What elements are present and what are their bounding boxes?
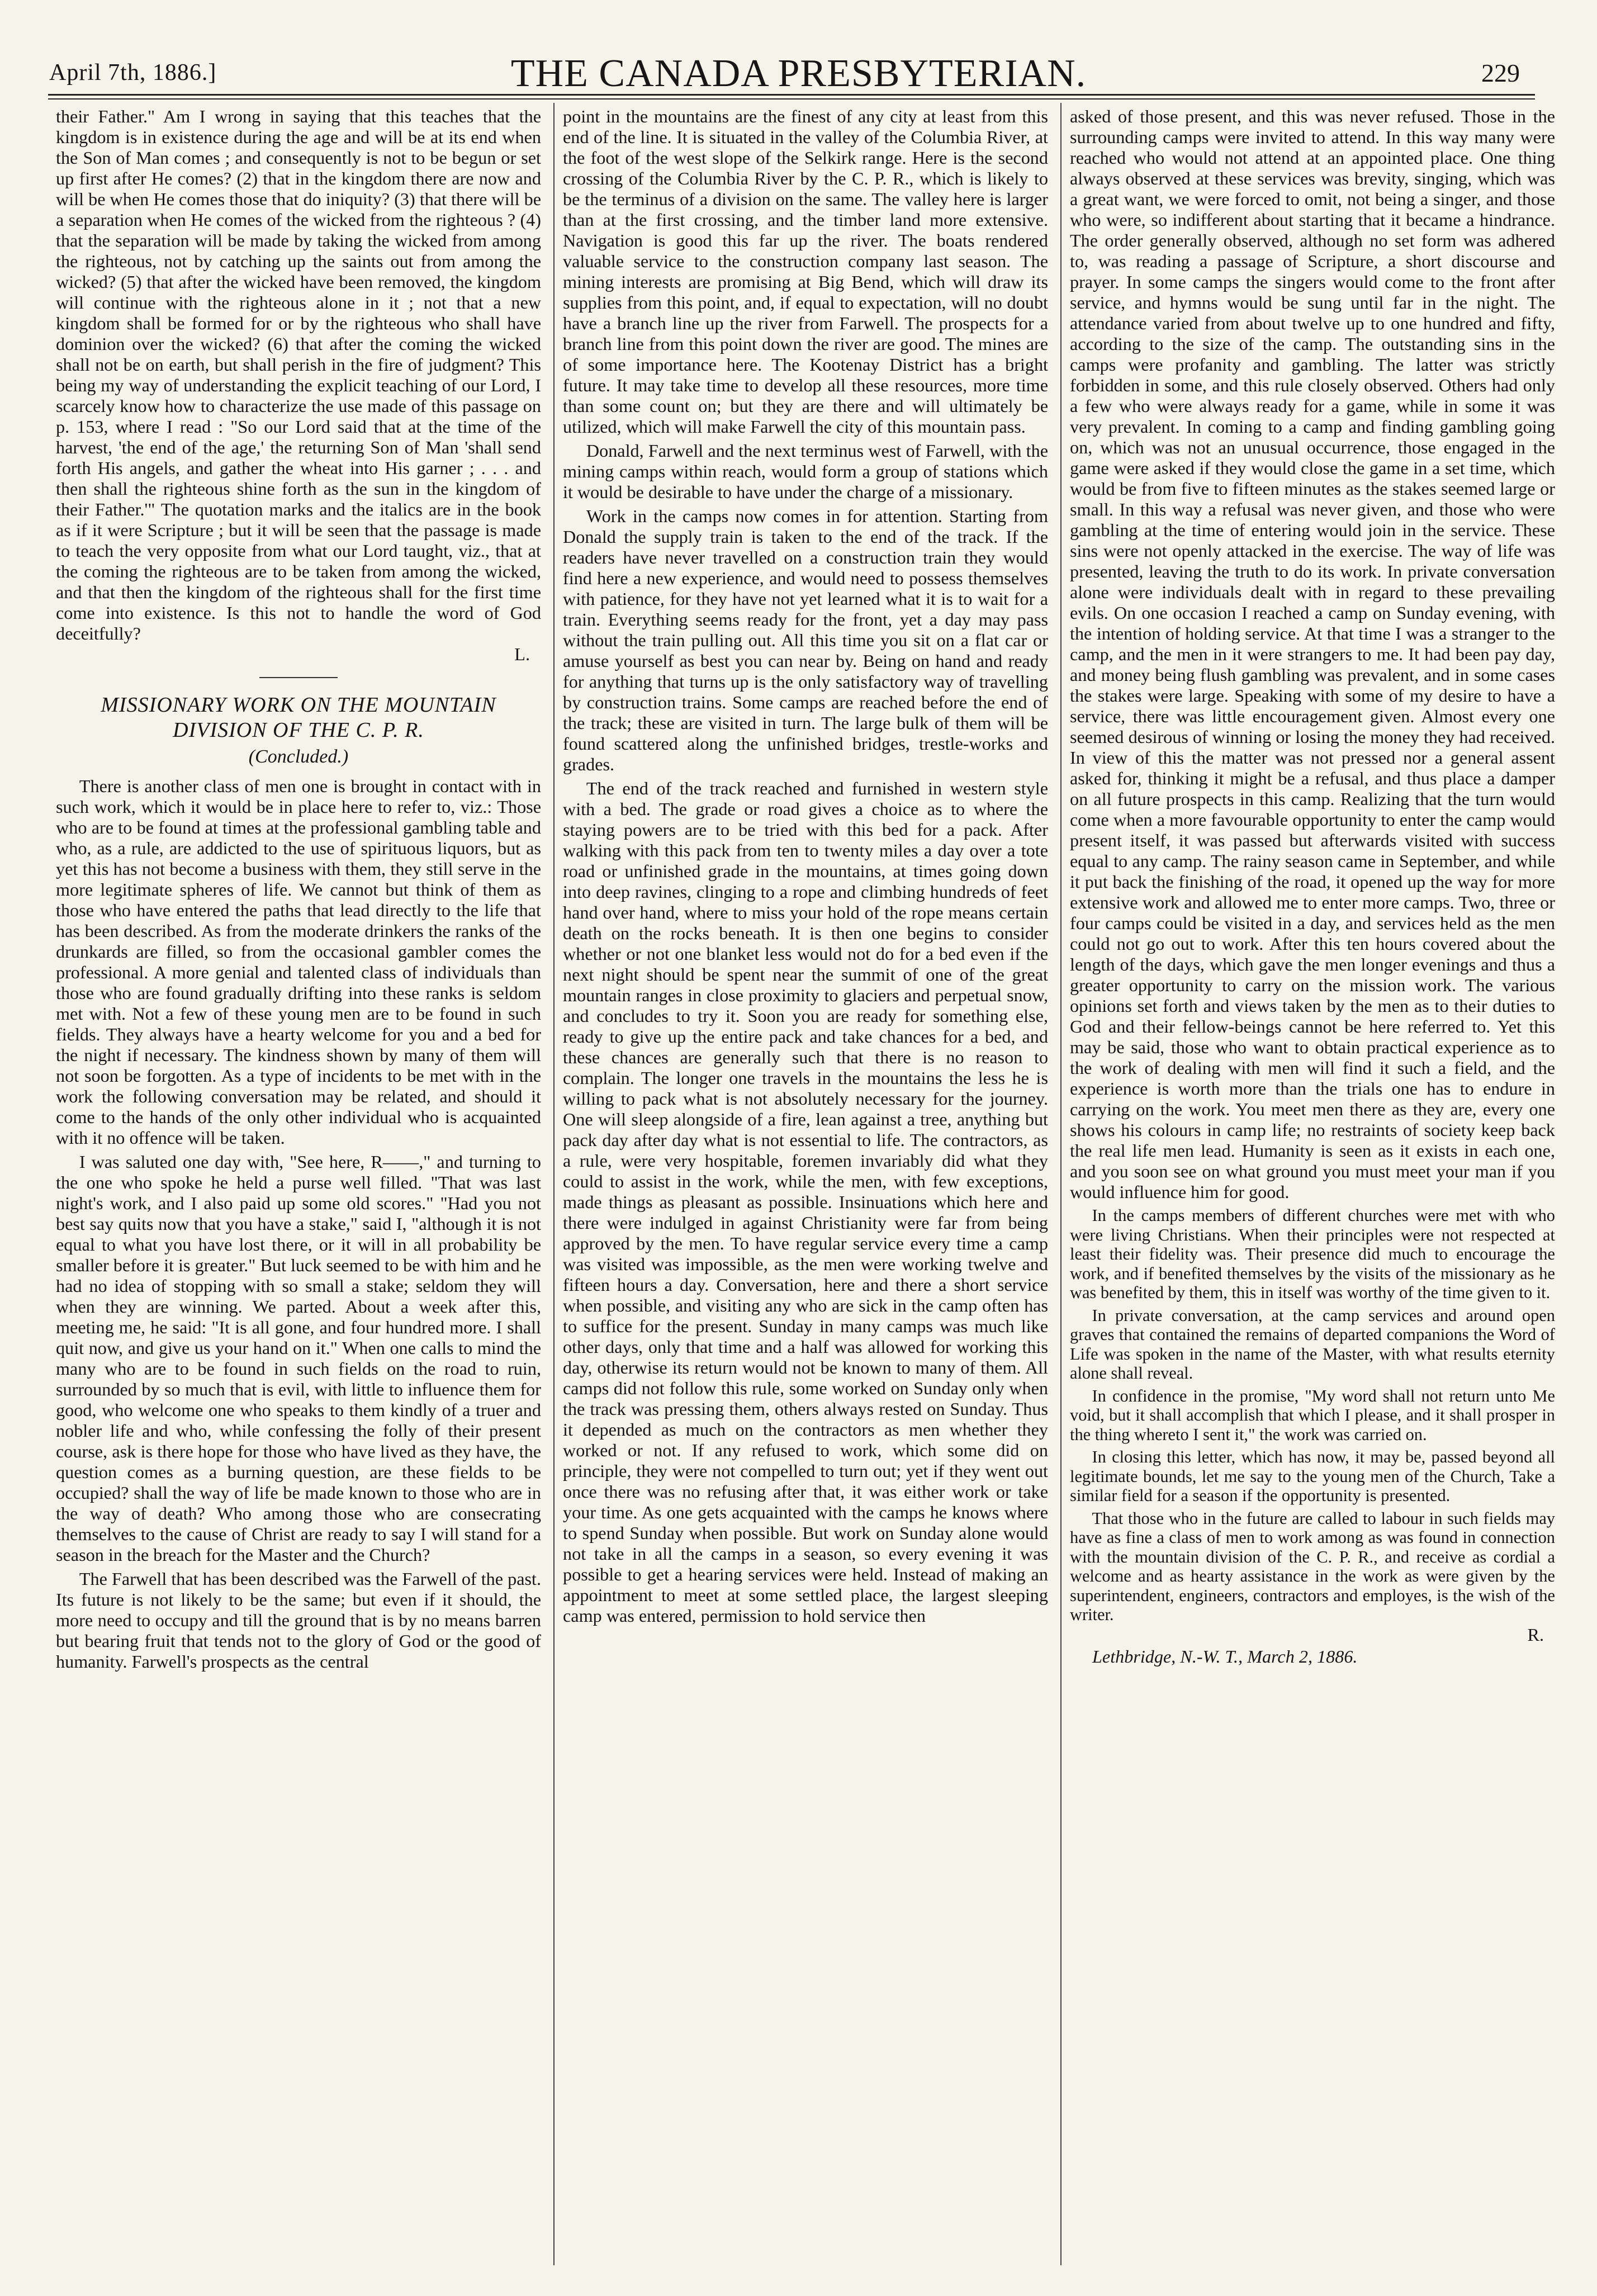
article-paragraph: Donald, Farwell and the next terminus west of Farwell, with the mining camps within reach, would form a group of stations which it would be desirable to have under the charge of a missionary.: [563, 441, 1048, 502]
article-paragraph: That those who in the future are called to labour in such fields may have as fine a class of men to work among as was found in connection with the mountain division of the C. P. R., and receive as cordial a welcome and as hearty assistance in the work as were given by the superintendent, engineers, contractors and employes, is the wish of the writer.: [1070, 1508, 1555, 1624]
article-paragraph: In closing this letter, which has now, it may be, passed beyond all legitimate bounds, let me say to the young men of the Church, Take a similar field for a season if the opportunity is presented.: [1070, 1447, 1555, 1505]
column-divider: [1060, 103, 1061, 2265]
column-3: [1070, 106, 1555, 2264]
article-paragraph: The Farwell that has been described was the Farwell of the past. Its future is not likely to be the same; but even if it should, the more need to occupy and till the ground that is by no means barren but bearing fruit that tends not to the glory of God or the good of humanity. Farwell's prospects as the central: [56, 1569, 541, 1672]
author-signature: R.: [1527, 1624, 1544, 1645]
column-divider: [553, 103, 555, 2265]
article-paragraph: point in the mountains are the finest of any city at least from this end of the line. It is situated in the valley of the Columbia River, at the foot of the west slope of the Selkirk range. Here is the second crossing of the Columbia River by the C. P. R., which is likely to be the terminus of a division on the same. The valley here is larger than at the first crossing, and the timber land more extensive. Navigation is good this far up the river. The boats rendered valuable service to the construction company last season. The mining interests are promising at Big Bend, which will draw its supplies from this point, and, if equal to expectation, will no doubt have a branch line up the river from Farwell. The prospects for a branch line from this point down the river are good. The mines are of some importance here. The Kootenay District has a bright future. It may take time to develop all these resources, more time than some count on; but they are there and will ultimately be utilized, which will make Farwell the city of this mountain pass.: [563, 106, 1048, 437]
header-rule-thin: [48, 98, 1535, 100]
article-paragraph: There is another class of men one is brought in contact with in such work, which it would be in place here to refer to, viz.: Those who are to be found at times at the professional gambling table and who, as a rule, are addicted to the use of spirituous liquors, but as yet this has not become a business with them, they still serve in the more legitimate spheres of life. We cannot but think of them as those who have entered the paths that lead directly to the life that has been described. As from the moderate drinkers the ranks of the drunkards are filled, so from the occasional gambler comes the professional. A more genial and talented class of individuals than those who are found gradually drifting into these ranks is seldom met with. Not a few of these young men are to be found in such fields. They always have a hearty welcome for you and a bed for the night if necessary. The kindness shown by many of them will not soon be forgotten. As a type of incidents to be met with in the work the following conversation may be related, and should it come to the hands of the only other individual who is acquainted with it no offence will be taken.: [56, 776, 541, 1148]
article-separator: [259, 677, 338, 678]
article-paragraph: In the camps members of different churches were met with who were living Christians. When their principles were not respected at least their fidelity was. Their presence did much to encourage the work, and if benefited themselves by the visits of the missionary as he was benefited by them, this in itself was worthy of the time given to it.: [1070, 1206, 1555, 1302]
page-header: [0, 51, 1597, 96]
article-paragraph: The end of the track reached and furnished in western style with a bed. The grade or road gives a choice as to where the staying powers are to be tried with this bed for a pack. After walking with this pack from ten to twenty miles a day over a tote road or unfinished grade in the mountains, at times going down into deep ravines, clinging to a rope and climbing hundreds of feet hand over hand, where to miss your hold of the rope means certain death on the rocks beneath. It is then one begins to consider whether or not one blanket less would not do for a bed even if the next night should be spent near the summit of one of the great mountain ranges in close proximity to glaciers and perpetual snow, and concludes to try it. Soon you are ready for something else, ready to give up the entire pack and take chances for a bed, and these chances are generally such that there is no reason to complain. The longer one travels in the mountains the less he is willing to pack what is not absolutely necessary for the journey. One will sleep alongside of a fire, lean against a tree, anything but pack day after day what is not essential to life. The contractors, as a rule, were very hospitable, foremen invariably did what they could to assist in the work, while the men, with few exceptions, made things as pleasant as possible. Insinuations which here and there were indulged in against Christianity were far from being approved by the men. To have regular service every time a camp was visited was impossible, as the men were working twelve and fifteen hours a day. Conversation, here and there a short service when possible, and visiting any who are sick in the camp often has to suffice for the present. Sunday in many camps was much like other days, only that time and a half was allowed for working this day, otherwise its return would not be known to many of them. All camps did not follow this rule, some worked on Sunday only when the track was pressing them, others always rested on Sunday. Thus it depended as much on the contractors as men whether they worked or not. If any refused to work, which some did on principle, they were not compelled to turn out; yet if they went out once there was no refusing after that, it was either work or take your time. As one gets acquainted with the camps he knows where to spend Sunday when possible. But work on Sunday alone would not take in all the camps in a season, so every evening it was possible to get a hearing services were held. Instead of making an appointment to meet at some settled place, the largest sleeping camp was entered, permission to hold service then: [563, 778, 1048, 1626]
masthead-title: THE CANADA PRESBYTERIAN.: [510, 52, 1087, 95]
article-paragraph: asked of those present, and this was never refused. Those in the surrounding camps were invited to attend. In this way many were reached who would not attend at an appointed place. One thing always observed at these services was brevity, singing, which was a great want, we were forced to omit, not being a singer, and those who were, so indifferent about starting that it became a hindrance. The order generally observed, although no set form was adhered to, was reading a passage of Scripture, a short discourse and prayer. In some camps the singers would come to the front after service, and hymns would be sung until far in the night. The attendance varied from about twelve up to one hundred and fifty, according to the size of the camp. The outstanding sins in the camps were profanity and gambling. The latter was strictly forbidden in some, and this rule closely observed. Others had only a few who were always ready for a game, while in some it was very prevalent. In coming to a camp and finding gambling going on, which was not an unusual occurrence, those engaged in the game were asked if they would close the game in a set time, which would be from five to fifteen minutes as the stakes seemed large or small. In this way a refusal was never given, and those who were gambling at the time of entering would join in the service. These sins were not openly attacked in the exercise. The way of life was presented, leaving the truth to do its work. In private conversation alone were individuals dealt with in regard to these prevailing evils. On one occasion I reached a camp on Sunday evening, with the intention of holding service. At that time I was a stranger to the camp, and the men in it were strangers to me. It had been pay day, and money being flush gambling was prevalent, and in some cases the stakes were large. Speaking with some of my desire to have a service, there was little encouragement given. Almost every one seemed desirous of winning or losing the money they had received. In view of this the matter was not pressed nor a general assent asked for, thinking it might be a refusal, and thus place a damper on all future prospects in this camp. Realizing that the turn would come when a more favourable opportunity to enter the camp would present itself, it was passed but afterwards visited with success equal to any camp. The rainy season came in September, and while it put back the finishing of the road, it opened up the way for more extensive work and allowed me to enter more camps. Two, three or four camps could be visited in a day, and services held as the men could not go out to work. After this ten hours covered about the length of the days, which gave the men longer evenings and thus a greater opportunity to carry on the mission work. The various opinions set forth and views taken by the men as to their duties to God and their fellow-beings cannot be here referred to. Yet this may be said, those who want to obtain practical experience as to the work of dealing with men will find it such a field, and the experience is worth more than the trials one has to endure in carrying on the work. You meet men there as they are, every one shows his colours in camp life; no restraints of society keep back the real life men lead. Humanity is seen as it exists in each one, and you soon see on what ground you must meet your man if you would influence him for good.: [1070, 106, 1555, 1202]
issue-date: April 7th, 1886.]: [49, 60, 217, 86]
article-paragraph: In private conversation, at the camp services and around open graves that contained the remains of departed companions the Word of Life was spoken in the name of the Master, with what results eternity alone shall reveal.: [1070, 1305, 1555, 1383]
article-subtitle: (Concluded.): [248, 746, 349, 767]
letter-signature: L.: [514, 644, 530, 664]
header-rule: [48, 94, 1535, 96]
column-2: [563, 106, 1048, 2264]
article-dateline: Lethbridge, N.-W. T., March 2, 1886.: [1092, 1646, 1358, 1667]
article-paragraph: I was saluted one day with, "See here, R——," and turning to the one who spoke he held a purse well filled. "That was last night's work, and I also paid up some old scores." "Had you not best say quits now that you have a stake," said I, "although it is not equal to what you have lost there, or it will in all probability be smaller before it is greater." But luck seemed to be with him and he had no idea of stopping with so small a stake; seldom they will when they are winning. We parted. About a week after this, meeting me, he said: "It is all gone, and four hundred more. I shall quit now, and give us your hand on it." When one calls to mind the many who are to be found in such fields on the road to ruin, surrounded by so much that is evil, with little to influence them for good, who welcome one who speaks to them kindly of a truer and nobler life and who, while confessing the folly of their present course, ask is there hope for those who have lived as they have, the question comes as a burning question, are these fields to be occupied? shall the way of life be made known to those who are in the way of death? Who among those who are consecrating themselves to the cause of Christ are ready to say I will stand for a season in the breach for the Master and the Church?: [56, 1152, 541, 1565]
article-paragraph: Work in the camps now comes in for attention. Starting from Donald the supply train is taken to the end of the track. If the readers have never travelled on a construction train they would find here a new experience, and would need to possess themselves with patience, for they have not yet learned what it is to wait for a train. Everything seems ready for the front, yet a day may pass without the train pulling out. All this time you sit on a flat car or amuse yourself as best you can near by. Being on hand and ready for anything that turns up is the only satisfactory way of travelling by construction trains. Some camps are reached before the end of the track; these are visited in turn. The large bulk of them will be found scattered along the unfinished bridges, trestle-works and grades.: [563, 506, 1048, 774]
column-1: [56, 106, 541, 2264]
article-paragraph: In confidence in the promise, "My word shall not return unto Me void, but it shall accomplish that which I please, and it shall prosper in the thing whereto I sent it," the work was carried on.: [1070, 1386, 1555, 1444]
letter-continuation: their Father." Am I wrong in saying that this teaches that the kingdom is in existence during the age and will be at its end when the Son of Man comes ; and consequently is not to be begun or set up first after He comes? (2) that in the kingdom there are now and will be when He comes those that do iniquity? (3) that there will be a separation when He comes of the wicked from the righteous ? (4) that the separation will be made by taking the wicked from among the righteous, not by catching up the saints out from among the wicked? (5) that after the wicked have been removed, the kingdom will continue with the righteous alone in it ; not that a new kingdom shall be formed for or by the righteous who shall have dominion over the wicked? (6) that after the coming the wicked shall not be on earth, but shall perish in the fire of judgment? This being my way of understanding the explicit teaching of our Lord, I scarcely know how to characterize the use made of this passage on p. 153, where I read : "So our Lord said that at the time of the harvest, 'the end of the age,' the returning Son of Man 'shall send forth His angels, and gather the wheat into His garner ; . . . and then shall the righteous shine forth as the sun in the kingdom of their Father.'" The quotation marks and the italics are in the book as if it were Scripture ; but it will be seen that the passage is made to teach the very opposite from what our Lord taught, viz., that at the coming the righteous are to be taken from among the wicked, and that then the kingdom of the righteous shall for the first time come into existence. Is this not to handle the word of God deceitfully?: [56, 106, 541, 643]
page-number: 229: [1481, 59, 1520, 87]
article-title: MISSIONARY WORK ON THE MOUNTAIN DIVISION OF THE C. P. R.: [101, 693, 496, 742]
